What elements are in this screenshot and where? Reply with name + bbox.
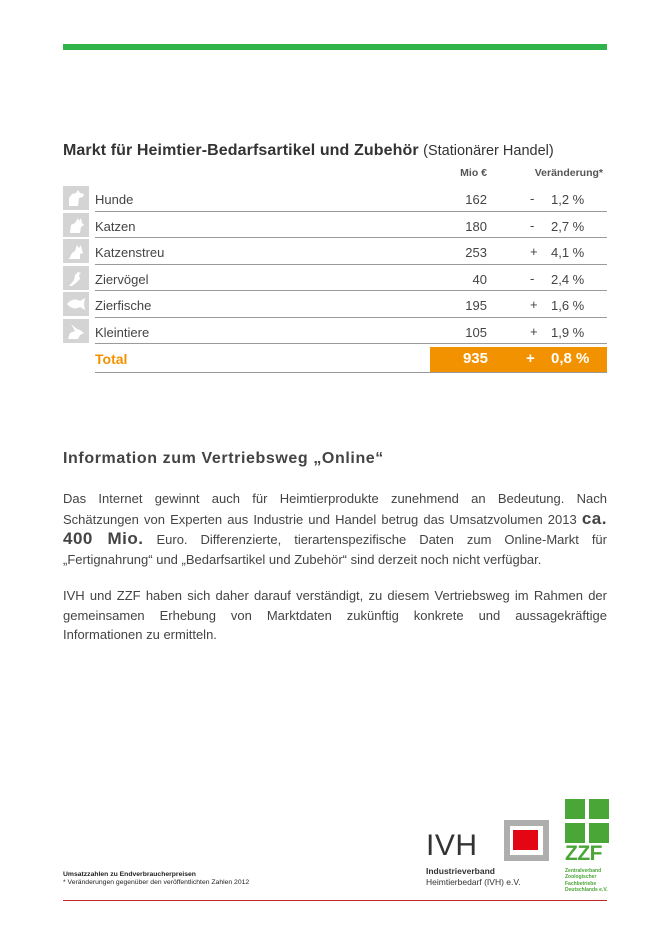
zzf-cell <box>565 799 585 819</box>
row-change: 1,6 % <box>551 298 585 313</box>
zzf-cell <box>589 823 609 843</box>
ivh-name-line2: Heimtierbedarf (IVH) e.V. <box>426 877 521 887</box>
bird-icon <box>66 268 86 288</box>
row-change: 1,2 % <box>551 192 585 207</box>
column-header-change: Veränderung* <box>534 167 603 179</box>
row-value: 162 <box>465 192 487 207</box>
footnote-changes: * Veränderungen gegenüber den veröffentlichten Zahlen 2012 <box>63 879 250 886</box>
cat-litter-icon <box>66 241 86 261</box>
table-title-main: Markt für Heimtier-Bedarfsartikel und Zubehör <box>63 142 419 159</box>
rabbit-icon <box>66 321 86 341</box>
table-title <box>63 142 623 160</box>
cat-icon <box>66 215 86 235</box>
row-value: 40 <box>472 271 487 287</box>
info-heading: Information zum Vertriebsweg „Online“ <box>63 450 384 467</box>
table-row <box>63 265 607 292</box>
zzf-abbreviation: ZZF <box>565 842 602 865</box>
row-sign: + <box>530 297 538 312</box>
total-label: Total <box>95 351 128 367</box>
row-name: Kleintiere <box>95 324 150 340</box>
total-row <box>95 347 607 372</box>
total-change: 0,8 % <box>551 350 590 367</box>
zzf-name-line: Deutschlands e.V. <box>565 887 608 894</box>
table-row <box>63 318 607 345</box>
row-name: Katzen <box>95 218 136 234</box>
fish-icon <box>66 294 86 314</box>
info-paragraph-2: IVH und ZZF haben sich daher darauf verständigt, zu diesem Vertriebsweg im Rahmen der gemeinsamen Erhebung von Marktdaten zukünftig konkrete und aussagekräftige Informationen zu ermitteln. <box>63 588 607 642</box>
zzf-logo-icon <box>565 799 609 843</box>
column-header-mio: Mio € <box>460 167 487 179</box>
footnote-prices: Umsatzzahlen zu Endverbraucherpreisen <box>63 871 196 878</box>
zzf-name-line: Zoologischer <box>565 874 597 881</box>
row-sign: + <box>530 244 538 259</box>
row-sign: + <box>530 323 538 339</box>
top-accent-bar <box>63 44 607 50</box>
total-sign: + <box>526 350 535 367</box>
para1-text-b: Euro. Differenzierte, tierartenspezifische Daten zum Online-Markt für „Fertignahrung“ und „Bedarfsartikel und Zubehör“ sind derzeit noch nicht verfügbar. <box>63 532 607 567</box>
dog-icon <box>66 188 86 208</box>
zzf-name-line: Fachbetriebe <box>565 880 597 887</box>
row-value: 180 <box>465 218 487 234</box>
row-value: 105 <box>465 324 487 340</box>
table-row <box>63 212 607 239</box>
zzf-full-name <box>565 868 608 894</box>
zzf-cell <box>589 799 609 819</box>
row-name: Hunde <box>95 192 134 207</box>
zzf-cell <box>565 823 585 843</box>
row-value: 195 <box>465 298 487 313</box>
row-name: Ziervögel <box>95 271 149 287</box>
table-title-sub: (Stationärer Handel) <box>423 143 554 159</box>
footer-rule <box>63 900 607 901</box>
table-row <box>63 291 607 318</box>
total-divider <box>95 372 607 373</box>
row-divider <box>95 343 607 344</box>
row-name: Katzenstreu <box>95 245 165 260</box>
ivh-name-line1: Industrieverband <box>426 866 495 876</box>
row-change: 1,9 % <box>551 324 585 340</box>
info-paragraph-1 <box>63 489 607 569</box>
table-row <box>63 238 607 265</box>
para1-text-a: Das Internet gewinnt auch für Heimtierprodukte zunehmend an Bedeutung. Nach Schätzungen von Experten aus Industrie und Handel betrug das Umsatzvolumen 2013 <box>63 491 607 527</box>
table-row <box>63 185 607 212</box>
row-sign: - <box>530 191 535 206</box>
row-name: Zierfische <box>95 298 152 313</box>
row-sign: - <box>530 217 535 233</box>
online-volume-highlight: ca. 400 Mio. <box>63 508 607 548</box>
row-change: 2,4 % <box>551 271 585 287</box>
ivh-logo-icon <box>504 820 549 861</box>
market-table <box>63 185 607 344</box>
row-change: 4,1 % <box>551 245 585 260</box>
row-sign: - <box>530 270 535 286</box>
zzf-name-line: Zentralverband <box>565 868 602 874</box>
ivh-abbreviation: IVH <box>426 829 478 862</box>
total-value: 935 <box>462 350 488 367</box>
row-change: 2,7 % <box>551 218 585 234</box>
row-value: 253 <box>465 245 487 260</box>
